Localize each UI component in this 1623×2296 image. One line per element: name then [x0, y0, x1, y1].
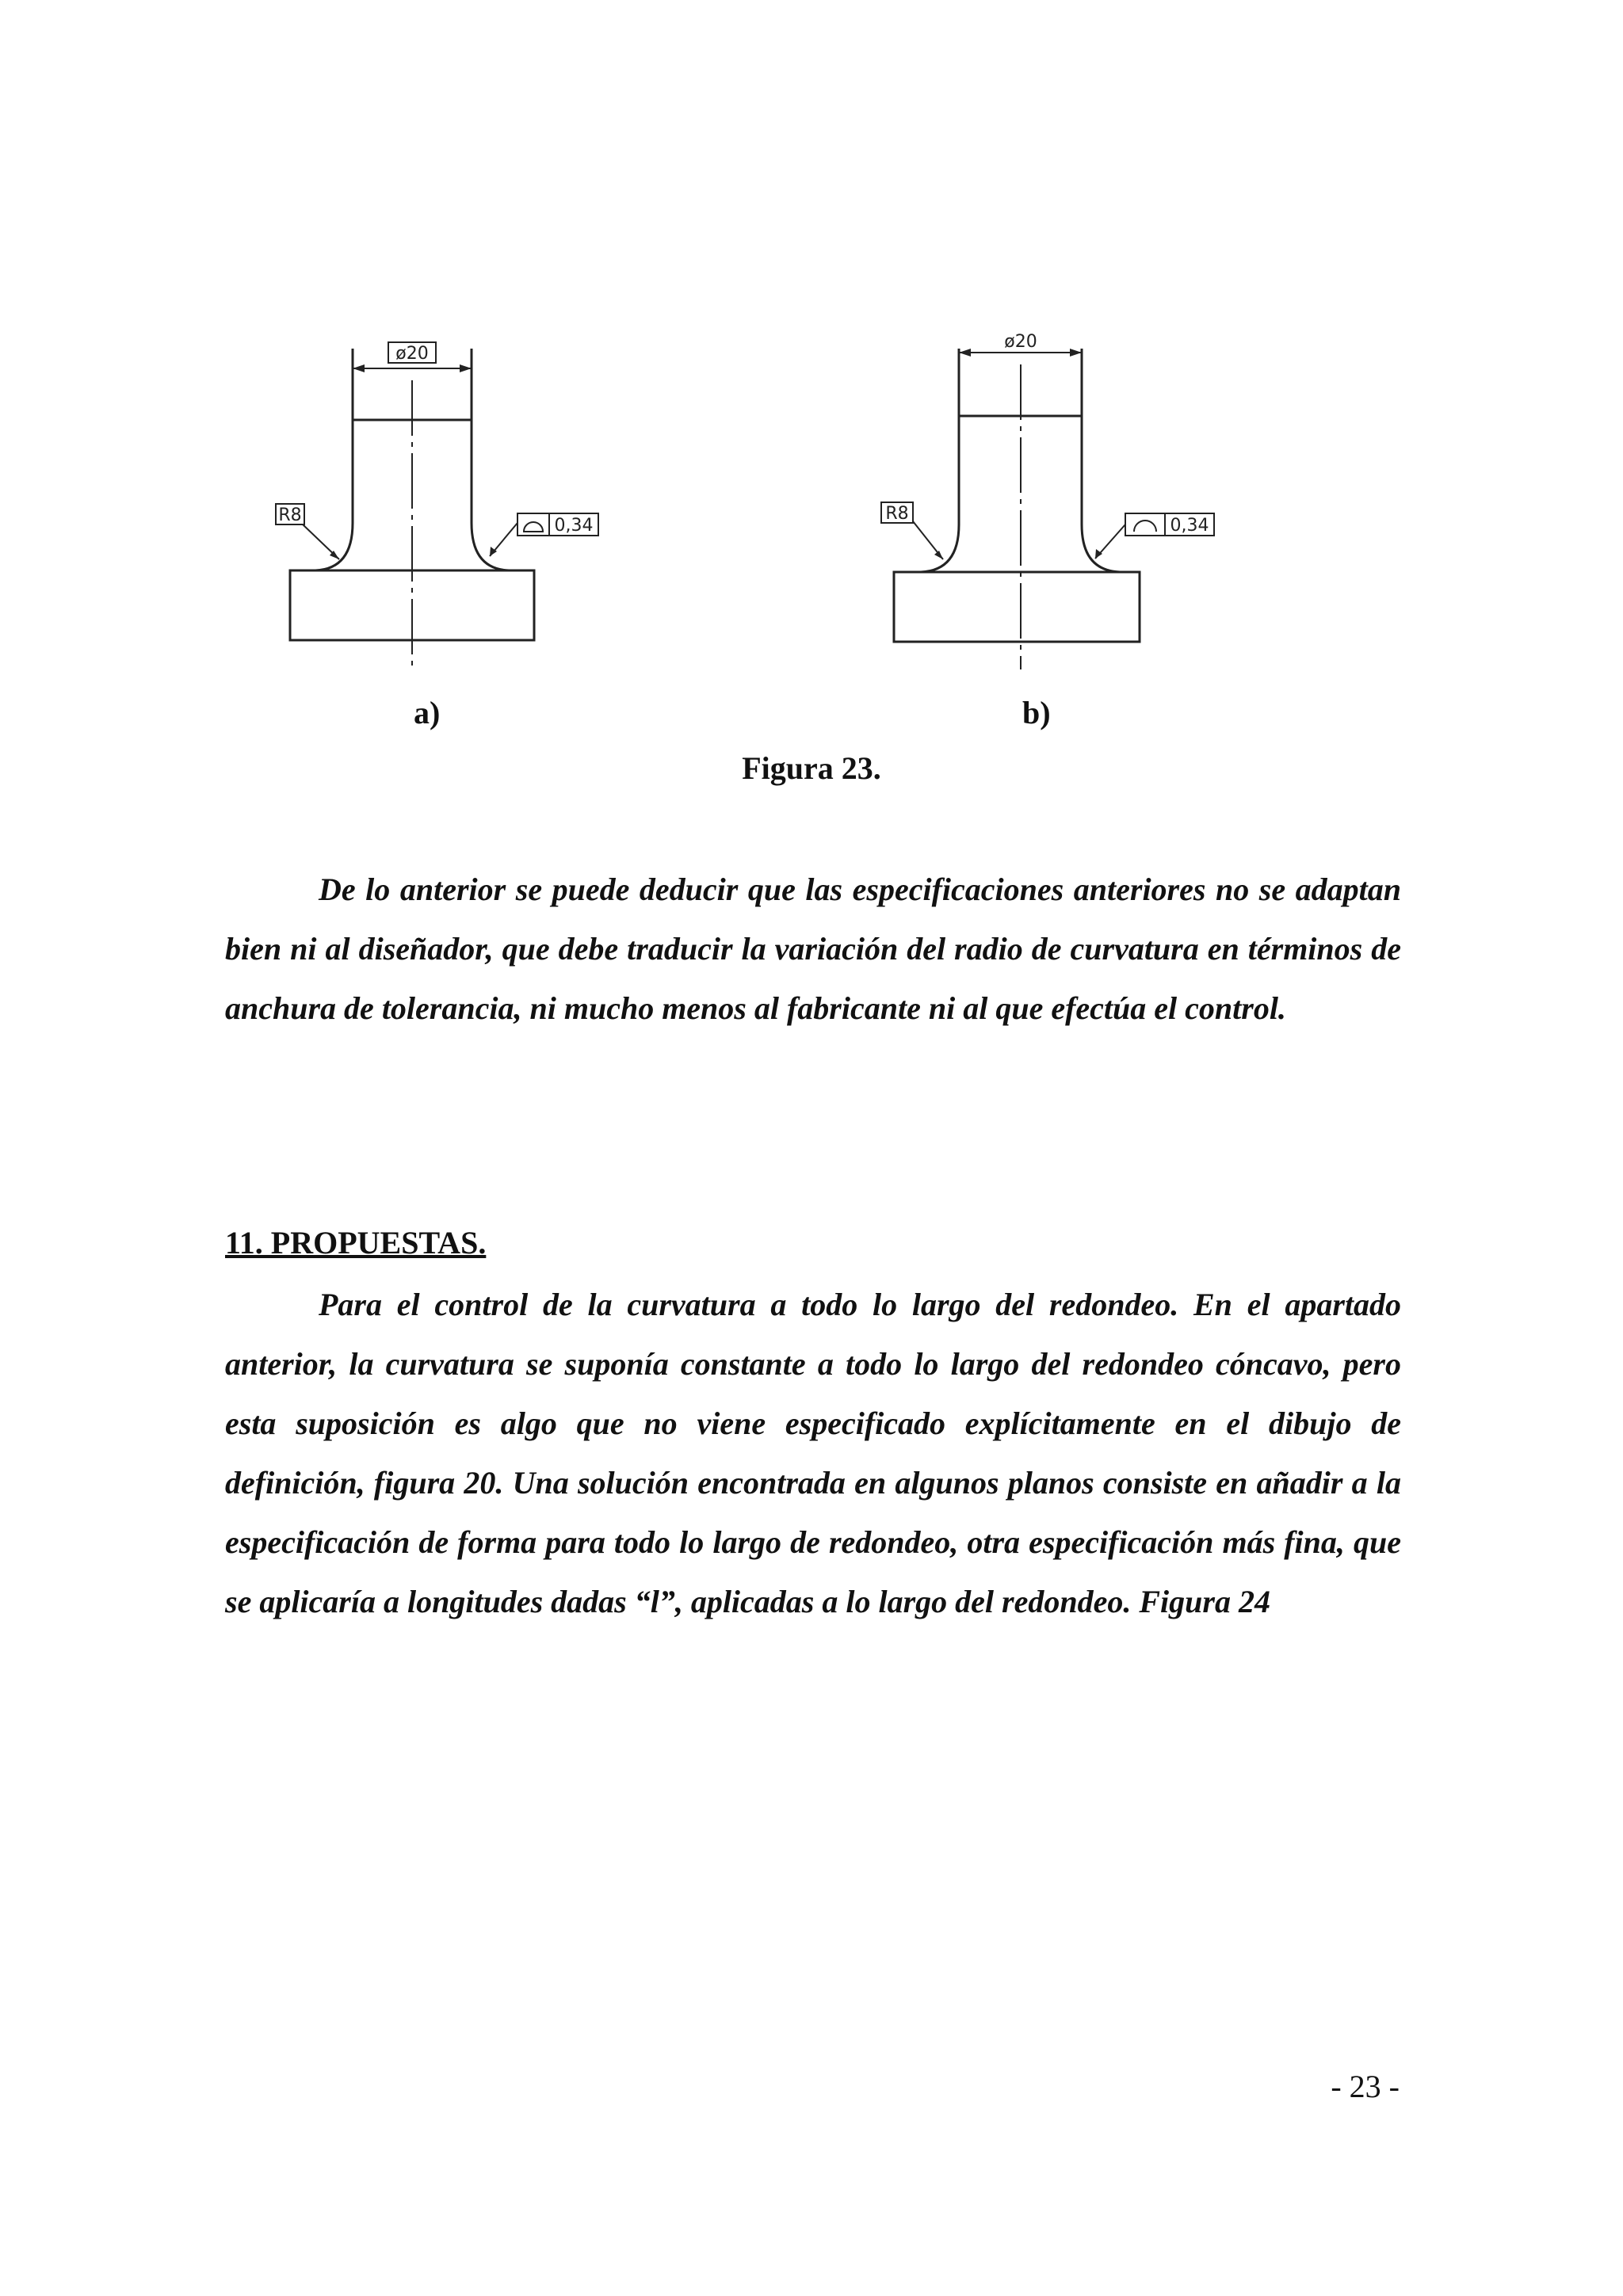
section-heading: 11. PROPUESTAS. — [225, 1225, 487, 1261]
paragraph-conclusion: De lo anterior se puede deducir que las especificaciones anteriores no se adaptan bien ni al diseñador, que debe traducir la variación del radio de curvatura en términos de anchura de tolerancia, ni mucho menos al fabricante ni al que efectúa el control. — [225, 871, 1401, 1026]
figure-caption: Figura 23. — [742, 750, 881, 786]
page-number: - 23 - — [1331, 2069, 1400, 2104]
figure-23a-drawing — [254, 317, 634, 701]
diameter-label-b: ø20 — [1004, 332, 1037, 352]
paragraph-proposals: Para el control de la curvatura a todo lo largo del redondeo. En el apartado anterior, la curvatura se suponía constante a todo lo largo del redondeo cóncavo, pero esta suposición es algo que no viene especificado explícitamente en el dibujo de definición, figura 20. Una solución encontrada en algunos planos consiste en añadir a la especificación de forma para todo lo largo de redondeo, otra especificación más fina, que se aplicaría a longitudes dadas “l”, aplicadas a lo largo del redondeo. Figura 24 — [225, 1287, 1401, 1619]
figure-a-label: a) — [414, 695, 441, 730]
diameter-label-a: ø20 — [395, 344, 429, 364]
tolerance-value-b: 0,34 — [1170, 516, 1209, 536]
figure-b-label: b) — [1022, 695, 1051, 730]
figure-23b-drawing — [864, 317, 1244, 701]
radius-label-a: R8 — [278, 505, 302, 525]
tolerance-value-a: 0,34 — [554, 516, 594, 536]
radius-label-b: R8 — [885, 504, 909, 524]
